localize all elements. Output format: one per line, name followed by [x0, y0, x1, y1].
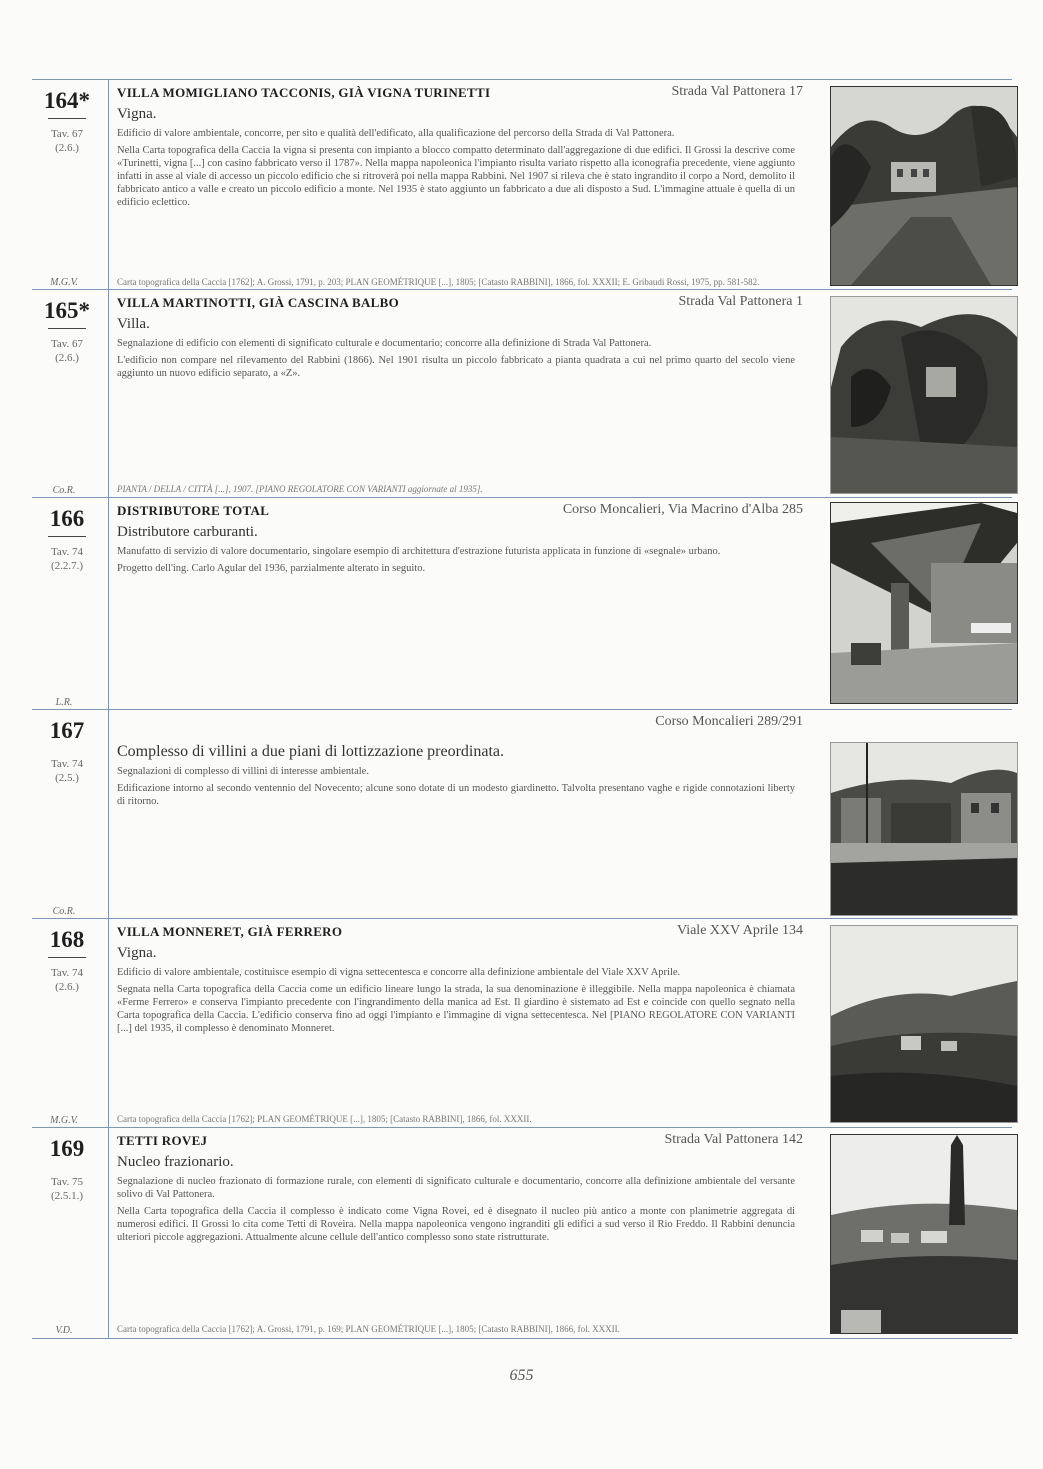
- villa-photo-image: [831, 87, 1017, 285]
- entry-bibliography: Carta topografica della Caccia [1762]; A. Grossi, 1791, p. 169; PLAN GEOMÉTRIQUE [...], 1805; [Catasto RABBINI], 1866, fol. XXXII.: [117, 1324, 620, 1334]
- entry-address: Corso Moncalieri 289/291: [655, 714, 803, 729]
- entry-photo: [830, 502, 1018, 704]
- entry-paragraph: Progetto dell'ing. Carlo Agular del 1936, parzialmente alterato in seguito.: [117, 563, 426, 574]
- entry-paragraph: Manufatto di servizio di valore documentario, singolare esempio di architettura d'estrazione futurista applicata in funzione di «segnale» urbano.: [117, 546, 721, 557]
- village-photo-image: [831, 1135, 1017, 1333]
- entry-header: [117, 294, 803, 311]
- entry-subtitle: Nucleo frazionario.: [117, 1154, 234, 1170]
- entry-paragraph: Segnalazione di nucleo frazionato di formazione rurale, con elementi di significato culturale e documentario, concorre alla definizione ambientale del versante solivo di Val Pattonera.: [117, 1176, 795, 1200]
- author-initials: L.R.: [55, 697, 73, 708]
- entry-header: [117, 923, 803, 940]
- author-initials: Co.R.: [52, 485, 76, 496]
- entry-photo: [830, 742, 1018, 916]
- entry-title: DISTRIBUTORE TOTAL: [117, 503, 270, 518]
- entry-content: [117, 498, 803, 710]
- entry-paragraph: Segnalazioni di complesso di villini di interesse ambientale.: [117, 766, 369, 777]
- entry-title: TETTI ROVEJ: [117, 1133, 208, 1148]
- entry-content: [117, 919, 803, 1128]
- entry-169: [32, 1127, 1012, 1339]
- station-photo-image: [831, 503, 1017, 703]
- tavola-label: Tav. 74: [50, 546, 84, 558]
- tavola-code: (2.6.): [55, 352, 79, 364]
- entry-paragraph: Edificio di valore ambientale, concorre, per sito e qualità dell'edificato, alla qualificazione del percorso della Strada di Val Pattonera.: [117, 128, 675, 139]
- entry-photo: [830, 86, 1018, 286]
- column-divider: [108, 498, 109, 710]
- entry-166: [32, 497, 1012, 710]
- tavola-code: (2.5.): [55, 772, 79, 784]
- tavola-ref: [32, 127, 102, 155]
- entry-paragraph: Nella Carta topografica della Caccia il complesso è indicato come Vigna Rovei, ed è disegnato il nucleo più antico a monte con planimetrie aggregata di numerosi edifici. Il Grossi lo cita come Tetti di Roveira. Nella mappa napoleonica vengono ingranditi gli edifici a sud verso il Rio Freddo. Il Rabbini denuncia ulteriori piccole aggregazioni. Attualmente alcune cellule dell'antico complesso sono state ristrutturate.: [117, 1206, 795, 1243]
- entry-photo: [830, 925, 1018, 1123]
- entry-content: [117, 710, 803, 919]
- column-divider: [108, 290, 109, 498]
- entry-number: 166: [49, 506, 85, 531]
- entry-left-column: [32, 80, 102, 290]
- entry-content: [117, 290, 803, 498]
- entry-left-column: [32, 498, 102, 710]
- entry-paragraph: L'edificio non compare nel rilevamento del Rabbini (1866). Nel 1901 risulta un piccolo fabbricato a pianta quadrata a cui nel primo quarto del secolo viene aggiunto un nuovo edificio separato, a «Z».: [117, 355, 795, 379]
- entry-address: Viale XXV Aprile 134: [676, 923, 803, 938]
- tavola-ref: [32, 966, 102, 994]
- entry-content: [117, 80, 803, 290]
- column-divider: [108, 1128, 109, 1338]
- entry-number: 167: [49, 718, 85, 743]
- entry-164: [32, 79, 1012, 290]
- tavola-ref: [32, 337, 102, 365]
- entry-paragraph: Segnata nella Carta topografica della Caccia come un edificio lineare lungo la strada, la sua denominazione è illeggibile. Nella mappa napoleonica è chiamata «Ferme Ferrero» e conserva l'impianto precedente con l'ingrandimento della manica ad Est. Il giardino è sistemato ad Est e coincide con quello segnato nella Carta topografica della Caccia. L'edificio conserva fino ad oggi l'impianto e l'immagine di vigna settecentesca. Nel [PIANO REGOLATORE CON VARIANTI [...] del 1935, il complesso è denominato Monneret.: [117, 984, 795, 1034]
- tavola-code: (2.5.1.): [50, 1190, 84, 1202]
- author-initials: Co.R.: [52, 906, 76, 917]
- entry-left-column: [32, 919, 102, 1128]
- tavola-ref: [32, 1175, 102, 1203]
- entry-address: Strada Val Pattonera 142: [664, 1132, 803, 1147]
- entry-title: VILLA MOMIGLIANO TACCONIS, GIÀ VIGNA TURINETTI: [117, 85, 491, 100]
- entry-bibliography: Carta topografica della Caccia [1762]; PLAN GEOMÉTRIQUE [...], 1805; [Catasto RABBINI], 1866, fol. XXXII.: [117, 1114, 532, 1124]
- villa-photo-image: [831, 297, 1017, 493]
- column-divider: [108, 80, 109, 290]
- entry-left-column: [32, 710, 102, 919]
- tavola-label: Tav. 67: [50, 128, 84, 140]
- entry-subtitle: Complesso di villini a due piani di lottizzazione preordinata.: [117, 743, 505, 760]
- number-rule: [48, 957, 86, 958]
- number-rule: [48, 328, 86, 329]
- tavola-label: Tav. 75: [50, 1176, 84, 1188]
- tavola-code: (2.6.): [55, 981, 79, 993]
- tavola-ref: [32, 545, 102, 573]
- entry-number: 168: [49, 927, 85, 952]
- entry-number: 169: [49, 1136, 85, 1161]
- hillside-photo-image: [831, 926, 1017, 1122]
- entry-subtitle: Distributore carburanti.: [117, 524, 258, 540]
- entry-168: [32, 918, 1012, 1128]
- tavola-code: (2.2.7.): [50, 560, 84, 572]
- entry-bibliography: Carta topografica della Caccia [1762]; A. Grossi, 1791, p. 203; PLAN GEOMÉTRIQUE [...], 1805; [Catasto RABBINI], 1866, fol. XXXII; E. Gribaudi Rossi, 1975, pp. 581-582.: [117, 277, 760, 287]
- entry-title: VILLA MONNERET, GIÀ FERRERO: [117, 924, 343, 939]
- column-divider: [108, 919, 109, 1128]
- villini-photo-image: [831, 743, 1017, 915]
- tavola-label: Tav. 67: [50, 338, 84, 350]
- entry-header: [117, 84, 803, 101]
- entry-title: VILLA MARTINOTTI, GIÀ CASCINA BALBO: [117, 295, 400, 310]
- entry-paragraph: Nella Carta topografica della Caccia la vigna si presenta con impianto a blocco compatto determinato dall'aggregazione di due edifici. Il Grossi la descrive come «Turinetti, vigna [...] con casino fabbricato verso il 1787». Nella mappa napoleonica l'impianto risulta variato rispetto alla iconografia precedente, viene aggiunto infatti in asse al viale di accesso un piccolo edificio che si ritroverà poi nella mappa Rabbini. Nel 1907 si rileva che è stato ingrandito il corpo a Nord, demolito il fabbricato antico a valle e creato un piccolo edificio a monte. Nel 1935 è stato aggiunto un fabbricato a due ali disposto a Sud. L'immagine attuale è quella di un edificio eclettico.: [117, 145, 795, 208]
- tavola-label: Tav. 74: [50, 758, 84, 770]
- entry-bibliography: PIANTA / DELLA / CITTÀ [...], 1907. [PIANO REGOLATORE CON VARIANTI aggiornate al 1935].: [117, 484, 483, 494]
- tavola-label: Tav. 74: [50, 967, 84, 979]
- entry-address: Strada Val Pattonera 17: [671, 84, 803, 99]
- entry-photo: [830, 1134, 1018, 1334]
- entry-left-column: [32, 290, 102, 498]
- number-rule: [48, 118, 86, 119]
- tavola-code: (2.6.): [55, 142, 79, 154]
- author-initials: V.D.: [55, 1325, 73, 1336]
- author-initials: M.G.V.: [50, 1115, 78, 1126]
- entry-subtitle: Vigna.: [117, 945, 157, 961]
- page-number: 655: [509, 1367, 534, 1384]
- number-rule: [48, 536, 86, 537]
- entry-165: [32, 289, 1012, 498]
- entry-header: [117, 1132, 803, 1149]
- entry-content: [117, 1128, 803, 1338]
- entry-left-column: [32, 1128, 102, 1338]
- entry-address: Corso Moncalieri, Via Macrino d'Alba 285: [562, 502, 803, 517]
- entry-photo: [830, 296, 1018, 494]
- entry-subtitle: Villa.: [117, 316, 150, 332]
- entry-paragraph: Segnalazione di edificio con elementi di significato culturale e documentario; concorre alla definizione di Strada Val Pattonera.: [117, 338, 652, 349]
- tavola-ref: [32, 757, 102, 785]
- author-initials: M.G.V.: [50, 277, 78, 288]
- entry-header: [117, 714, 803, 731]
- entry-paragraph: Edificio di valore ambientale, costituisce esempio di vigna settecentesca e concorre alla definizione ambientale del Viale XXV Aprile.: [117, 967, 681, 978]
- entry-subtitle: Vigna.: [117, 106, 157, 122]
- entry-header: [117, 502, 803, 519]
- column-divider: [108, 710, 109, 919]
- entry-address: Strada Val Pattonera 1: [678, 294, 803, 309]
- entry-paragraph: Edificazione intorno al secondo ventennio del Novecento; alcune sono dotate di un modesto giardinetto. Talvolta presentano vaghe e rigide connotazioni liberty di ritorno.: [117, 783, 795, 807]
- entry-number: 164*: [44, 88, 90, 113]
- entry-167: [32, 709, 1012, 919]
- entry-number: 165*: [44, 298, 90, 323]
